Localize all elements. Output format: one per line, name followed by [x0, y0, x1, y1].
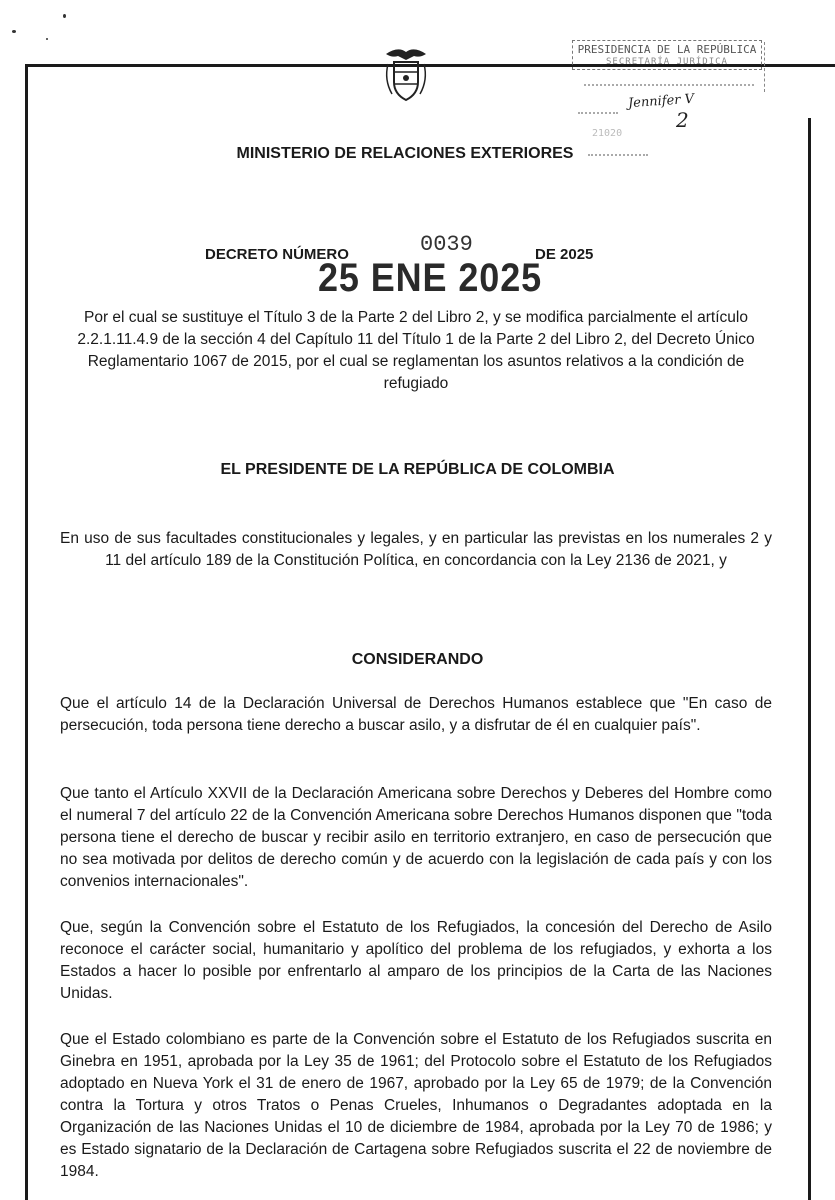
scan-speck [46, 38, 48, 40]
president-title: EL PRESIDENTE DE LA REPÚBLICA DE COLOMBIA [220, 461, 615, 478]
stamp-line-2: SECRETARÍA JURÍDICA [606, 57, 728, 67]
signature: Jennifer V [627, 91, 695, 112]
signature-dotted-line [578, 112, 618, 114]
presidency-stamp [572, 40, 762, 70]
considering-paragraph-3: Que, según la Convención sobre el Estatuto de los Refugiados, la concesión del Derecho de Asilo reconoce el carácter social, humanitario y apolítico del problema de los refugiados, y exhorta a los Estados a hacer lo posible por enfrentarlo al amparo de los principios de la Carta de las Naciones Unidas. [60, 919, 772, 1002]
decree-summary: Por el cual se sustituye el Título 3 de la Parte 2 del Libro 2, y se modifica parcialmente el artículo 2.2.1.11.4.9 de la sección 4 del Capítulo 11 del Título 1 de la Parte 2 del Libro 2, del Decreto Único Reglamentario 1067 de 2015, por el cual se reglamentan los asuntos relativos a la condición de refugiado [77, 309, 755, 392]
considering-title: CONSIDERANDO [351, 651, 484, 668]
signature-number: 2 [676, 108, 689, 132]
ministry-title: MINISTERIO DE RELACIONES EXTERIORES [236, 145, 574, 162]
scan-speck [63, 14, 66, 18]
considering-paragraph-1: Que el artículo 14 de la Declaración Universal de Derechos Humanos establece que "En caso de persecución, toda persona tiene derecho a buscar asilo, y a disfrutar de él en cualquier país". [60, 695, 772, 734]
stamp-edge [758, 42, 765, 92]
coat-of-arms-icon [380, 44, 432, 104]
scan-speck [12, 30, 16, 33]
decree-number: 0039 [420, 232, 473, 257]
date-stamp: 25 ENE 2025 [318, 256, 543, 300]
document-border-left [25, 64, 28, 1200]
considering-paragraph-4: Que el Estado colombiano es parte de la Convención sobre el Estatuto de los Refugiados suscrita en Ginebra en 1951, aprobada por la Ley 35 de 1961; del Protocolo sobre el Estatuto de los Refugiados adoptado en Nueva York el 31 de enero de 1967, aprobado por la Ley 65 de 1979; de la Convención contra la Tortura y otros Tratos o Penas Crueles, Inhumanos o Degradantes adoptada en la Organización de las Naciones Unidas el 10 de diciembre de 1984, aprobada por la Ley 70 de 1986; y es Estado signatario de la Declaración de Cartagena sobre Refugiados suscrita el 22 de noviembre de 1984. [60, 1031, 772, 1180]
powers-paragraph: En uso de sus facultades constitucionales y legales, y en particular las previstas en los numerales 2 y 11 del artículo 189 de la Constitución Política, en concordancia con la Ley 2136 de 2021, y [60, 530, 772, 569]
stamp-dotted-line [584, 84, 754, 86]
decree-label: DECRETO NÚMERO [205, 246, 349, 263]
decree-year: DE 2025 [535, 246, 594, 263]
faint-stamp-code: 21020 [592, 128, 623, 139]
considering-paragraph-2: Que tanto el Artículo XXVII de la Declaración Americana sobre Derechos y Deberes del Hombre como el numeral 7 del artículo 22 de la Convención Americana sobre Derechos Humanos disponen que "toda persona tiene el derecho de buscar y recibir asilo en territorio extranjero, en caso de persecución que no sea motivada por delitos de derecho común y de acuerdo con la legislación de cada país y con los convenios internacionales". [60, 785, 772, 890]
stamp-line-1: PRESIDENCIA DE LA REPÚBLICA [577, 43, 757, 56]
